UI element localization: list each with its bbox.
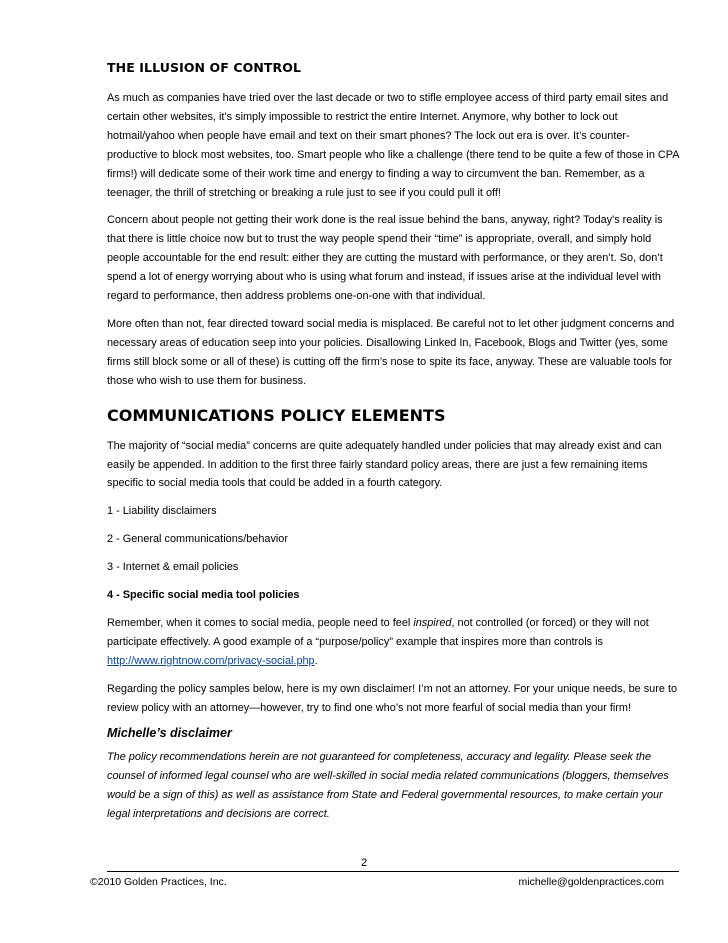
text-run: Remember, when it comes to social media, people need to feel <box>107 616 414 629</box>
footer-copyright: ©2010 Golden Practices, Inc. <box>90 876 227 888</box>
paragraph-remember <box>107 614 679 671</box>
paragraph: Regarding the policy samples below, here is my own disclaimer! I’m not an attorney. For your unique needs, be sure to review policy with an attorney—however, try to find one who’s not more fearful of social media than your firm! <box>107 682 678 714</box>
footer-divider <box>107 871 679 872</box>
disclaimer-heading: Michelle’s disclaimer <box>107 726 232 741</box>
paragraph: More often than not, fear directed toward social media is misplaced. Be careful not to let other judgment concerns and necessary areas of education seep into your policies. Disallowing Linked In, Facebook, Blogs and Twitter (yes, some firms still block some or all of these) is cutting off the firm’s nose to spite its face, anyway. These are valuable tools for those who wish to use them for business. <box>107 317 675 387</box>
privacy-social-link[interactable]: http://www.rightnow.com/privacy-social.php <box>107 654 315 667</box>
footer-email: michelle@goldenpractices.com <box>518 876 664 888</box>
page-content <box>107 60 679 833</box>
text-run: . <box>314 654 318 667</box>
list-item: 3 - Internet & email policies <box>107 561 239 574</box>
list-item: 4 - Specific social media tool policies <box>107 589 300 602</box>
paragraph: Concern about people not getting their work done is the real issue behind the bans, anyway, right? Today's reality is that there is little choice now but to trust the way people spend their “time” is appropriate, overall, and simply hold people accountable for the end result: either they are cutting the mustard with performance, or they aren’t. So, don’t spend a lot of energy worrying about who is using what forum and instead, if issues arise at the individual level with regard to performance, then address problems one-on-one with that individual. <box>107 214 663 303</box>
list-item: 2 - General communications/behavior <box>107 533 288 546</box>
disclaimer-text: The policy recommendations herein are not guaranteed for completeness, accuracy and legality. Please seek the counsel of informed legal counsel who are well-skilled in social media related communications (bloggers, themselves would be a sign of this) as well as assistance from State and Federal governmental resources, to make certain your legal interpretations and decisions are correct. <box>107 751 669 821</box>
paragraph: The majority of “social media” concerns are quite adequately handled under policies that may already exist and can easily be appended. In addition to the first three fairly standard policy areas, there are just a few remaining items specific to social media tools that could be added in a fourth category. <box>107 439 662 490</box>
section-heading-illusion-of-control: THE ILLUSION OF CONTROL <box>107 60 302 75</box>
paragraph: As much as companies have tried over the last decade or two to stifle employee access of third party email sites and certain other websites, it’s simply impossible to restrict the entire Internet. Anymore, why bother to lock out hotmail/yahoo when people have email and text on their smart phones? The lock out era is over. It’s counter-productive to block most websites, too. Smart people who like a challenge (there tend to be quite a few of those in CPA firms!) will dedicate some of their work time and energy to finding a way to circumvent the ban. Remember, as a teenager, the thrill of stretching or breaking a rule just to see if you could pull it off! <box>107 92 679 199</box>
section-heading-communications-policy: COMMUNICATIONS POLICY ELEMENTS <box>107 405 446 425</box>
list-item: 1 - Liability disclaimers <box>107 505 217 518</box>
page-number: 2 <box>360 857 368 869</box>
emphasis-text: inspired <box>413 616 452 629</box>
text-run: , not controlled (or forced) or they will not participate effectively. A good example of a “purpose/policy” example that inspires more than controls is <box>107 616 649 648</box>
